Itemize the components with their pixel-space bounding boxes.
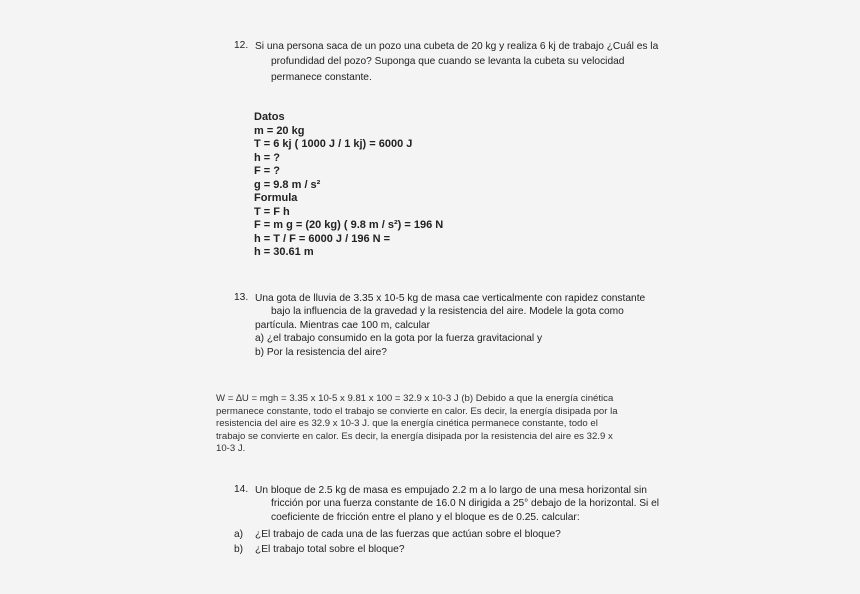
question-line: a) ¿el trabajo consumido en la gota por la fuerza gravitacional y [255,333,543,345]
question-line: Una gota de lluvia de 3.35 x 10-5 kg de masa cae verticalmente con rapidez constante [255,293,646,304]
formula-line: h = 30.61 m [254,246,314,258]
question-14-items [234,528,561,557]
section-heading: Datos [254,111,285,123]
answer-line: permanece constante, todo el trabajo se convierte en calor. Es decir, la energía disipada por la [216,405,618,417]
list-item-text: ¿El trabajo total sobre el bloque? [255,544,405,556]
answer-line: 10-3 J. [216,443,246,455]
question-line: b) Por la resistencia del aire? [255,346,387,358]
question-number: 13. [234,292,249,303]
formula-line: T = F h [254,205,290,218]
question-12 [234,40,658,84]
answer-line: W = ∆U = mgh = 3.35 x 10-5 x 9.81 x 100 = 32.9 x 10-3 J (b) Debido a que la energía cinética [216,393,614,404]
question-13 [234,292,645,359]
formula-line: F = m g = (20 kg) ( 9.8 m / s²) = 196 N [254,219,444,231]
solution-data [254,111,443,260]
answer-13-paragraph [216,393,618,456]
question-number: 14. [234,484,249,495]
section-heading: Formula [254,192,298,204]
data-line: F = ? [254,165,280,177]
question-line: coeficiente de fricción entre el plano y el bloque es de 0.25. calcular: [271,511,580,523]
data-line: m = 20 kg [254,124,305,137]
question-line: permanece constante. [271,71,372,83]
question-line: Un bloque de 2.5 kg de masa es empujado 2.2 m a lo largo de una mesa horizontal sin [255,485,647,496]
question-line: fricción por una fuerza constante de 16.0 N dirigida a 25° debajo de la horizontal. Si el [271,498,660,510]
list-item-label: a) [234,529,244,540]
list-item [234,528,561,541]
list-item [234,543,561,556]
data-line: h = ? [254,151,280,164]
question-line: Si una persona saca de un pozo una cubeta de 20 kg y realiza 6 kj de trabajo ¿Cuál es la [255,41,659,52]
list-item-label: b) [234,544,244,556]
answer-line: resistencia del aire es 32.9 x 10-3 J. que la energía cinética permanece constante, todo el [216,418,598,430]
question-line: bajo la influencia de la gravedad y la resistencia del aire. Modele la gota como [271,306,624,318]
question-14 [234,484,659,524]
list-item-text: ¿El trabajo de cada una de las fuerzas que actúan sobre el bloque? [255,529,561,540]
formula-line: h = T / F = 6000 J / 196 N = [254,232,391,245]
data-line: g = 9.8 m / s² [254,178,321,191]
answer-line: trabajo se convierte en calor. Es decir, la energía disipada por la resistencia del aire es 32.9 x [216,430,613,442]
question-line: profundidad del pozo? Suponga que cuando se levanta la cubeta su velocidad [271,56,625,68]
question-line: partícula. Mientras cae 100 m, calcular [255,319,430,331]
question-number: 12. [234,40,249,51]
data-line: T = 6 kj ( 1000 J / 1 kj) = 6000 J [254,138,413,150]
